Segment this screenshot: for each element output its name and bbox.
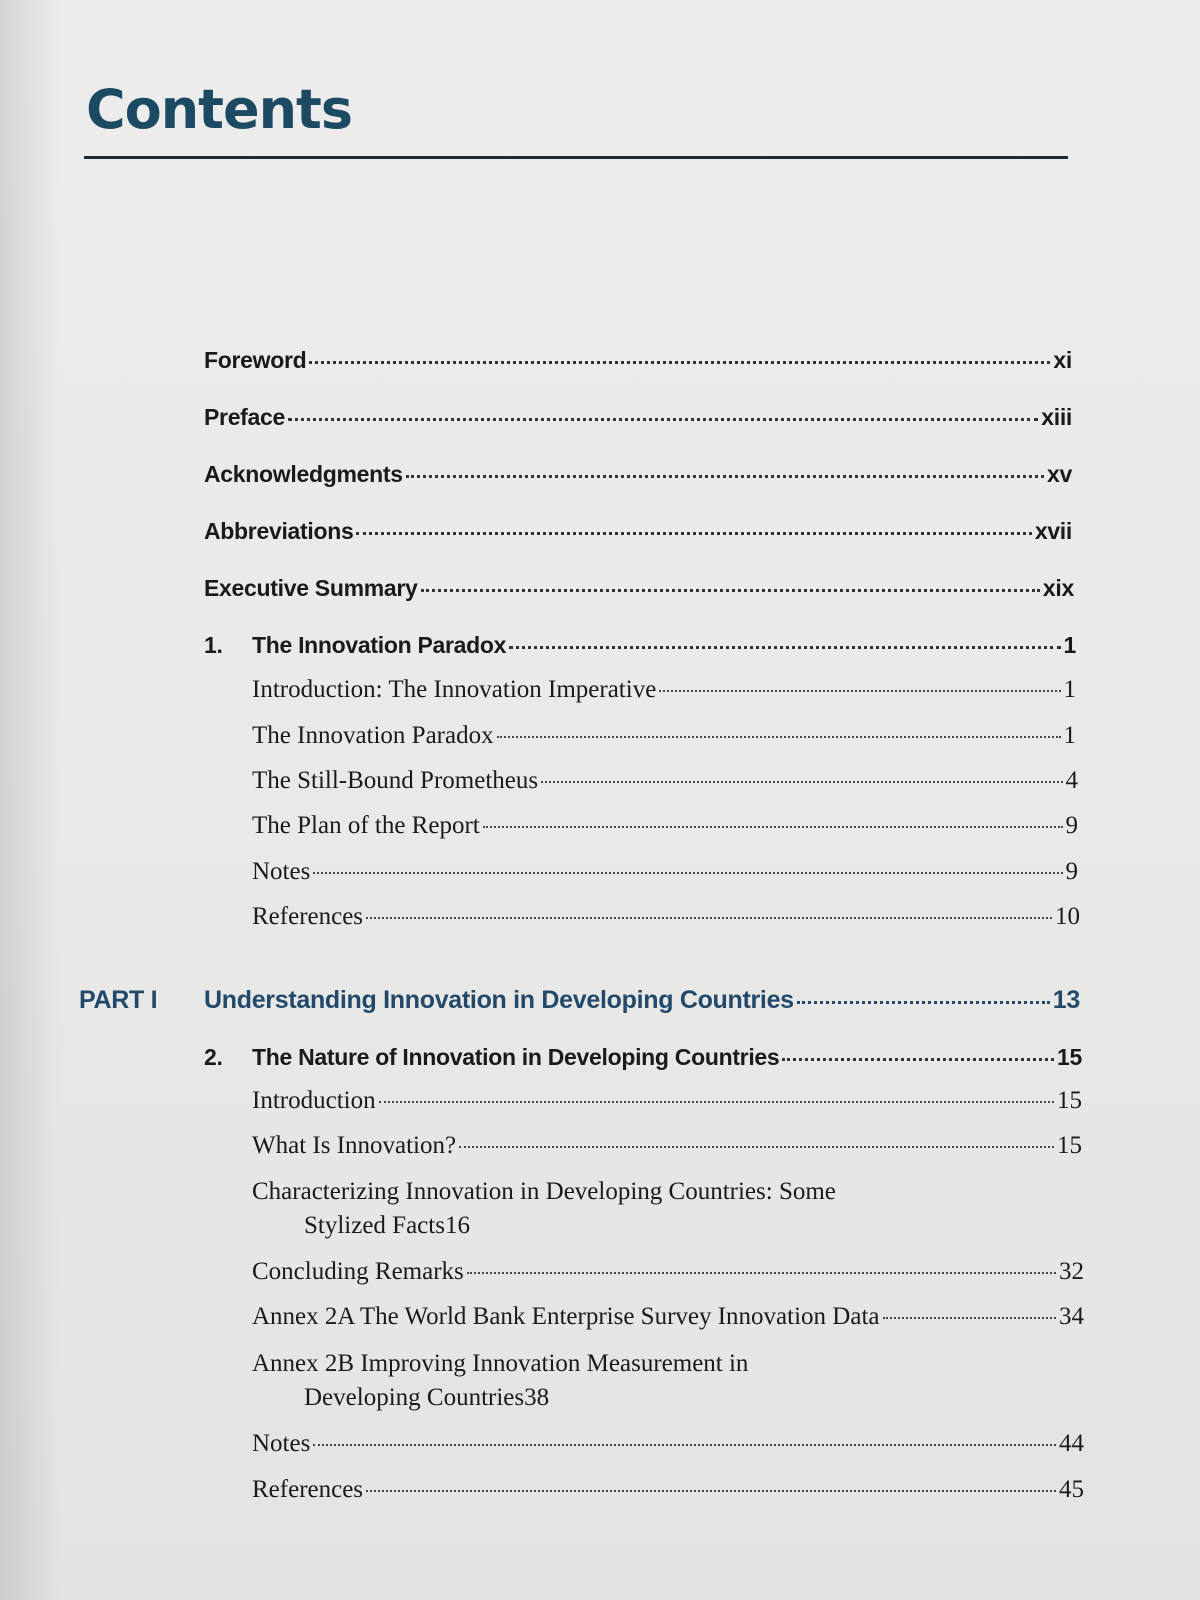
dot-leader (659, 690, 1060, 692)
dot-leader (497, 736, 1061, 738)
toc-section-label-line2: Developing Countries (304, 1384, 525, 1411)
dot-leader (309, 361, 1050, 364)
dot-leader (483, 826, 1063, 828)
toc-section[interactable] (304, 1384, 1084, 1412)
dot-leader (541, 781, 1062, 783)
toc-section[interactable] (252, 1303, 1084, 1331)
chapter-title: The Nature of Innovation in Developing Countries (252, 1044, 780, 1070)
toc-section-page: 45 (1059, 1476, 1084, 1503)
toc-section-page: 9 (1065, 858, 1078, 885)
chapter-title: The Innovation Paradox (252, 632, 507, 658)
toc-section[interactable] (252, 812, 1078, 840)
dot-leader (288, 418, 1038, 421)
toc-section-page: 32 (1059, 1258, 1084, 1285)
chapter-page: 15 (1057, 1044, 1082, 1070)
dot-leader (356, 532, 1031, 535)
toc-section-page: 4 (1065, 767, 1078, 794)
dot-leader (782, 1058, 1054, 1061)
toc-section[interactable] (252, 1132, 1082, 1160)
toc-section-label: The Plan of the Report (252, 812, 480, 839)
toc-chapter-1[interactable] (204, 632, 1076, 659)
toc-section-label: Introduction: The Innovation Imperative (252, 676, 657, 703)
toc-section-label: References (252, 903, 364, 930)
toc-section[interactable] (252, 1476, 1084, 1504)
dot-leader (366, 1490, 1056, 1492)
toc-section-label-line2: Stylized Facts (304, 1212, 445, 1239)
dot-leader (509, 646, 1060, 649)
toc-section-page: 34 (1059, 1303, 1084, 1330)
toc-chapter-2[interactable] (204, 1044, 1082, 1071)
toc-section[interactable] (252, 1430, 1084, 1458)
dot-leader (313, 1444, 1056, 1446)
toc-section-label: Introduction (252, 1087, 376, 1114)
toc-section-label: Notes (252, 858, 311, 885)
toc-section-label: The Innovation Paradox (252, 722, 494, 749)
toc-entry-abbreviations[interactable] (204, 518, 1072, 545)
toc-entry-page: xi (1053, 347, 1072, 373)
toc-section-label: Annex 2A The World Bank Enterprise Survey Innovation Data (252, 1303, 880, 1330)
toc-section-page: 38 (524, 1384, 550, 1411)
toc-entry-label: Foreword (204, 347, 307, 373)
toc-part-1[interactable] (204, 986, 1080, 1015)
toc-entry-executive-summary[interactable] (204, 575, 1074, 602)
toc-section[interactable] (252, 858, 1078, 886)
toc-section-label: The Still-Bound Prometheus (252, 767, 539, 794)
part-label: PART I (79, 986, 158, 1014)
toc-entry-acknowledgments[interactable] (204, 461, 1072, 488)
toc-section-label-line1[interactable]: Annex 2B Improving Innovation Measurement in (252, 1350, 749, 1377)
toc-section-label: Notes (252, 1430, 311, 1457)
dot-leader (421, 589, 1040, 592)
chapter-number: 2. (204, 1044, 223, 1070)
dot-leader (313, 872, 1062, 874)
dot-leader (406, 475, 1044, 478)
toc-entry-label: Abbreviations (204, 518, 354, 544)
toc-entry-preface[interactable] (204, 404, 1072, 431)
dot-leader (459, 1146, 1054, 1148)
toc-section-page: 16 (444, 1212, 470, 1239)
toc-entry-label: Acknowledgments (204, 461, 403, 487)
toc-section[interactable] (252, 903, 1080, 931)
toc-section-page: 15 (1057, 1087, 1082, 1114)
dot-leader (379, 1101, 1054, 1103)
toc-entry-label: Executive Summary (204, 575, 418, 601)
toc-section[interactable] (252, 1087, 1082, 1115)
toc-section[interactable] (252, 767, 1078, 795)
toc-section[interactable] (304, 1212, 1084, 1240)
toc-section-label-line1[interactable]: Characterizing Innovation in Developing Countries: Some (252, 1178, 836, 1205)
toc-entry-page: xix (1042, 575, 1074, 601)
toc-section[interactable] (252, 676, 1076, 704)
toc-section-page: 15 (1057, 1132, 1082, 1159)
part-page: 13 (1052, 986, 1080, 1014)
toc-section-label: References (252, 1476, 364, 1503)
toc-section-page: 1 (1063, 676, 1076, 703)
toc-section-page: 1 (1063, 722, 1076, 749)
toc-entry-page: xiii (1041, 404, 1072, 430)
toc-section-page: 9 (1065, 812, 1078, 839)
chapter-number: 1. (204, 632, 223, 658)
toc-entry-label: Preface (204, 404, 286, 430)
chapter-page: 1 (1063, 632, 1076, 658)
toc-section-page: 44 (1059, 1430, 1084, 1457)
toc-entry-foreword[interactable] (204, 347, 1072, 374)
dot-leader (366, 917, 1052, 919)
toc-entry-page: xv (1047, 461, 1072, 487)
toc-entry-page: xvii (1034, 518, 1072, 544)
dot-leader (883, 1317, 1057, 1319)
toc-section[interactable] (252, 1258, 1084, 1286)
dot-leader (797, 1001, 1050, 1004)
page-title: Contents (86, 78, 353, 141)
toc-section[interactable] (252, 722, 1076, 750)
toc-section-label: What Is Innovation? (252, 1132, 457, 1159)
toc-section-label: Concluding Remarks (252, 1258, 464, 1285)
toc-section-page: 10 (1055, 903, 1080, 930)
part-title: Understanding Innovation in Developing Countries (204, 986, 794, 1014)
dot-leader (467, 1272, 1056, 1274)
